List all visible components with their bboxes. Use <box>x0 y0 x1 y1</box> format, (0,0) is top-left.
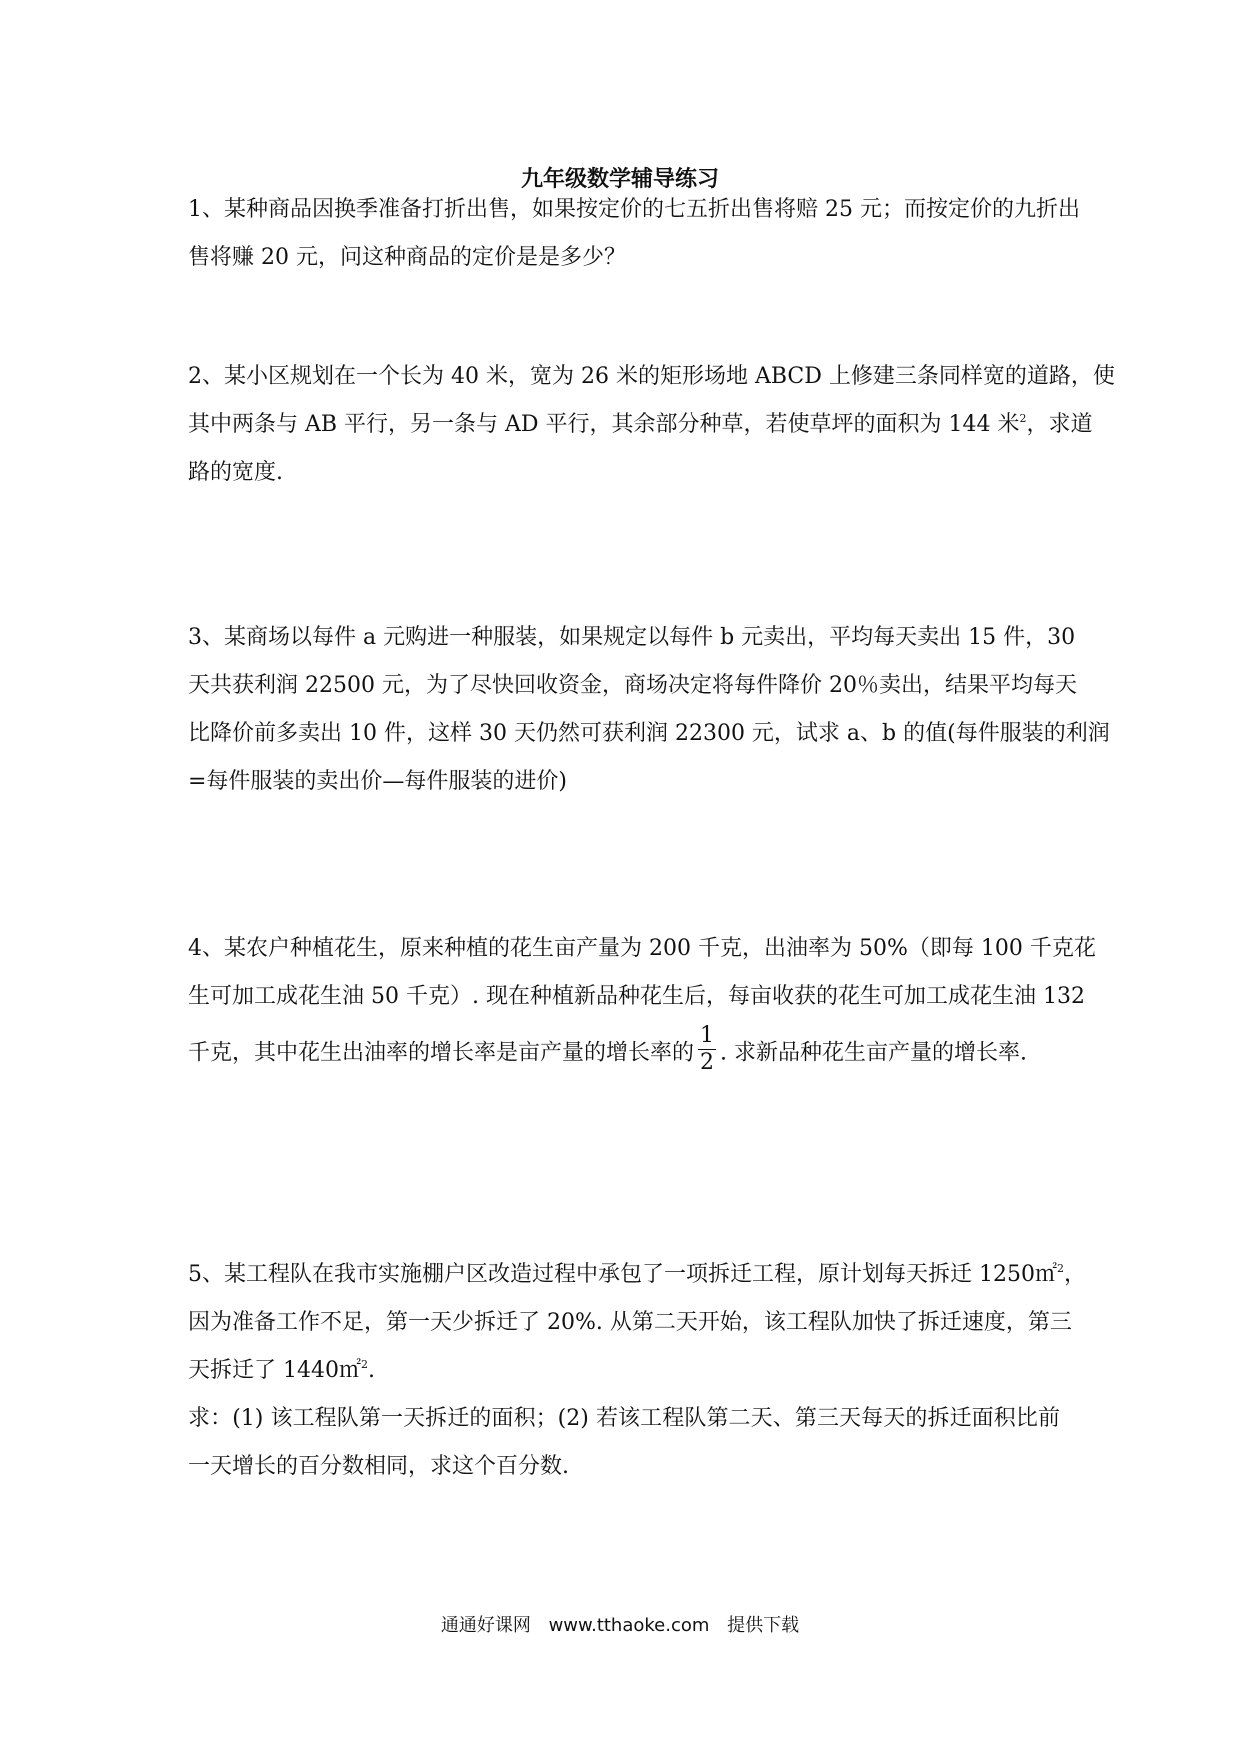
problem-3-line-1: 3、某商场以每件 a 元购进一种服装，如果规定以每件 b 元卖出，平均每天卖出 15 件，30 <box>188 625 1076 650</box>
problem-5-line-4: 求：(1) 该工程队第一天拆迁的面积；(2) 若该工程队第二天、第三天每天的拆迁面积比前 <box>188 1406 1060 1431</box>
problem-4-line-3 <box>188 1023 1060 1080</box>
problem-5-line-3-superscript: 2 <box>360 1358 368 1371</box>
problem-5-line-1-tail: ， <box>1063 1262 1086 1287</box>
problem-2-line-2-text: 其中两条与 AB 平行，另一条与 AD 平行，其余部分种草，若使草坪的面积为 144 米 <box>188 412 1020 437</box>
problem-5-line-3-text: 天拆迁了 1440㎡ <box>188 1358 361 1383</box>
page-footer <box>0 1611 1240 1637</box>
fraction <box>698 1023 716 1076</box>
problem-4-line-1: 4、某农户种植花生，原来种植的花生亩产量为 200 千克，出油率为 50%（即每 100 千克花 <box>188 936 1096 961</box>
problem-4-line-3-text: 千克，其中花生出油率的增长率是亩产量的增长率的 <box>188 1040 695 1066</box>
problem-4 <box>188 925 1096 1080</box>
problem-4-line-2: 生可加工成花生油 50 千克）. 现在种植新品种花生后，每亩收获的花生可加工成花生油 132 <box>188 984 1085 1009</box>
problem-2-line-1: 2、某小区规划在一个长为 40 米，宽为 26 米的矩形场地 ABCD 上修建三条同样宽的道路，使 <box>188 364 1115 389</box>
problem-2-line-2-tail: ，求道 <box>1026 412 1093 437</box>
problem-1-line-2: 售将赚 20 元，问这种商品的定价是是多少？ <box>188 245 626 270</box>
problem-5-line-5: 一天增长的百分数相同，求这个百分数. <box>188 1454 569 1479</box>
problem-4-line-3-tail: . 求新品种花生亩产量的增长率. <box>720 1040 1027 1066</box>
problem-5-line-1-text: 5、某工程队在我市实施棚户区改造过程中承包了一项拆迁工程，原计划每天拆迁 1250㎡ <box>188 1262 1057 1287</box>
problem-5 <box>188 1251 1086 1491</box>
problem-5-line-1-superscript: 2 <box>1056 1262 1064 1275</box>
footer-url[interactable]: www.tthaoke.com <box>548 1615 710 1636</box>
problem-3-line-2: 天共获利润 22500 元，为了尽快回收资金，商场决定将每件降价 20％卖出，结果平均每天 <box>188 673 1077 698</box>
problem-5-line-3-tail: . <box>367 1358 375 1383</box>
problem-3 <box>188 614 1110 806</box>
fraction-numerator: 1 <box>700 1023 715 1048</box>
problem-3-line-4: =每件服装的卖出价—每件服装的进价) <box>188 769 568 794</box>
problem-1 <box>188 186 1080 282</box>
page-title: 九年级数学辅导练习 <box>520 167 719 192</box>
problem-2-line-3: 路的宽度. <box>188 460 283 485</box>
footer-suffix: 提供下载 <box>727 1615 800 1636</box>
problem-5-line-3 <box>188 1347 1060 1395</box>
fraction-denominator: 2 <box>700 1050 715 1075</box>
problem-2 <box>188 353 1115 497</box>
footer-site-name: 通通好课网 <box>440 1615 531 1636</box>
problem-2-line-2 <box>188 401 1093 449</box>
problem-5-line-2: 因为准备工作不足，第一天少拆迁了 20%. 从第二天开始，该工程队加快了拆迁速度，第三 <box>188 1310 1072 1335</box>
problem-1-line-1: 1、某种商品因换季准备打折出售，如果按定价的七五折出售将赔 25 元；而按定价的九折出 <box>188 197 1080 222</box>
problem-2-superscript: 2 <box>1019 412 1027 425</box>
problem-3-line-3: 比降价前多卖出 10 件，这样 30 天仍然可获利润 22300 元，试求 a、b 的值(每件服装的利润 <box>188 721 1110 746</box>
problem-5-line-1 <box>188 1251 1086 1299</box>
